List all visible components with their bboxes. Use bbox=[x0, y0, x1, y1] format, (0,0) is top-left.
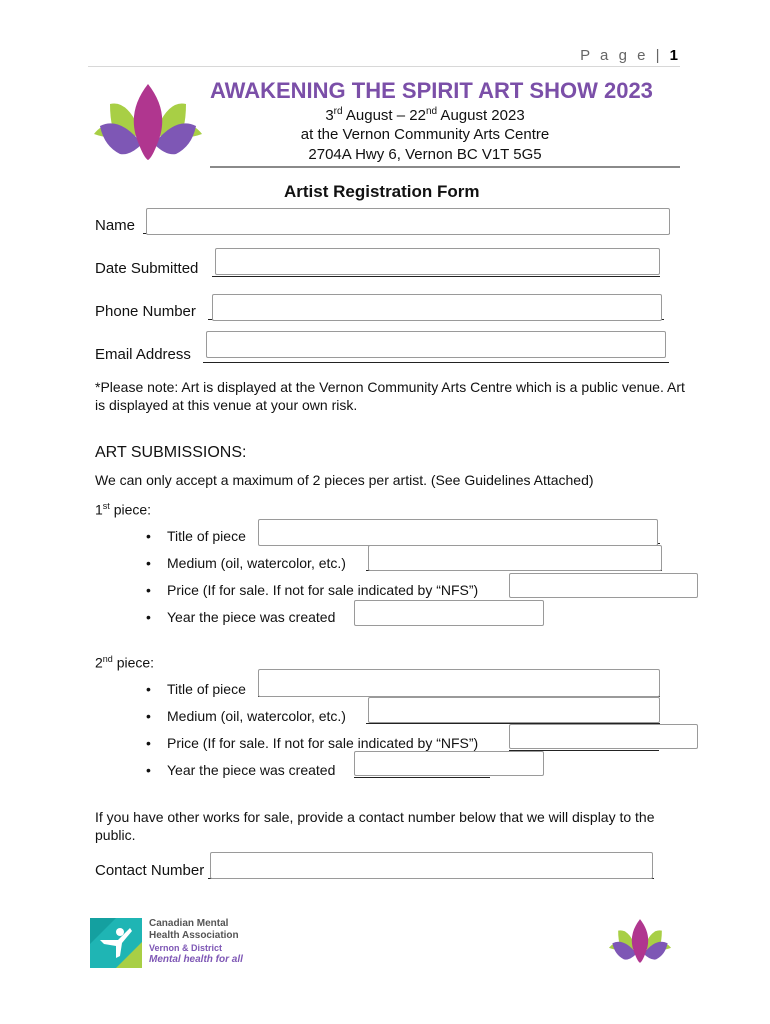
piece1-price-field[interactable] bbox=[509, 573, 698, 598]
piece2-year-label: Year the piece was created bbox=[167, 762, 336, 778]
date-day1: 3 bbox=[325, 107, 334, 124]
phone-field[interactable] bbox=[212, 294, 662, 321]
bullet: • bbox=[146, 762, 151, 778]
art-submissions-heading: ART SUBMISSIONS: bbox=[95, 444, 247, 461]
piece1-title-label: Title of piece bbox=[167, 528, 246, 544]
name-field[interactable] bbox=[146, 208, 670, 235]
cmha-tagline: Mental health for all bbox=[149, 954, 243, 965]
bullet: • bbox=[146, 609, 151, 625]
contact-number-field[interactable] bbox=[210, 852, 653, 879]
cmha-line2: Health Association bbox=[149, 930, 239, 941]
date-sup2: nd bbox=[425, 106, 438, 117]
piece2-suffix: piece: bbox=[112, 654, 155, 671]
bullet: • bbox=[146, 681, 151, 697]
piece2-year-field[interactable] bbox=[354, 751, 544, 776]
header-rule bbox=[210, 166, 680, 168]
event-dates bbox=[230, 106, 620, 124]
piece2-title-label: Title of piece bbox=[167, 681, 246, 697]
page-number-value: 1 bbox=[669, 47, 678, 64]
cmha-line3: Vernon & District bbox=[149, 943, 223, 953]
cmha-line1: Canadian Mental bbox=[149, 918, 229, 929]
piece1-price-label: Price (If for sale. If not for sale indicated by “NFS”) bbox=[167, 582, 479, 598]
date-sup1: rd bbox=[333, 106, 343, 117]
bullet: • bbox=[146, 582, 151, 598]
piece1-year-field[interactable] bbox=[354, 600, 544, 626]
form-title: Artist Registration Form bbox=[284, 182, 480, 201]
piece2-sup: nd bbox=[102, 654, 113, 664]
submissions-intro: We can only accept a maximum of 2 pieces per artist. (See Guidelines Attached) bbox=[95, 472, 594, 488]
email-label: Email Address bbox=[95, 346, 191, 363]
contact-note: If you have other works for sale, provide a contact number below that we will display to the public. bbox=[95, 809, 655, 843]
name-label: Name bbox=[95, 217, 136, 234]
piece2-price-label: Price (If for sale. If not for sale indicated by “NFS”) bbox=[167, 735, 479, 751]
date-underline bbox=[212, 276, 660, 277]
event-venue: at the Vernon Community Arts Centre bbox=[300, 126, 550, 143]
bullet: • bbox=[146, 528, 151, 544]
piece2-price-field[interactable] bbox=[509, 724, 698, 749]
email-field[interactable] bbox=[206, 331, 666, 358]
contact-number-label: Contact Number bbox=[95, 862, 205, 879]
lotus-logo-icon bbox=[86, 82, 210, 162]
piece1-medium-label: Medium (oil, watercolor, etc.) bbox=[167, 555, 346, 571]
piece1-heading bbox=[95, 501, 151, 518]
page-number bbox=[580, 47, 678, 64]
date-submitted-label: Date Submitted bbox=[95, 260, 199, 277]
header-divider bbox=[88, 66, 680, 67]
piece1-title-field[interactable] bbox=[258, 519, 658, 546]
event-address: 2704A Hwy 6, Vernon BC V1T 5G5 bbox=[308, 146, 542, 163]
email-underline bbox=[203, 362, 669, 363]
risk-note: *Please note: Art is displayed at the Vernon Community Arts Centre which is a public venue. Art is displayed at this venue at your own risk. bbox=[95, 379, 685, 413]
page-label: P a g e | bbox=[580, 47, 663, 64]
piece2-year-underline bbox=[354, 777, 490, 778]
piece2-title-field[interactable] bbox=[258, 669, 660, 697]
piece1-year-label: Year the piece was created bbox=[167, 609, 336, 625]
date-mid: August – 22 bbox=[342, 107, 426, 124]
bullet: • bbox=[146, 555, 151, 571]
piece2-medium-field[interactable] bbox=[368, 697, 660, 723]
piece2-num: 2 bbox=[95, 654, 103, 671]
piece1-medium-field[interactable] bbox=[368, 545, 662, 571]
date-end: August 2023 bbox=[437, 107, 525, 124]
cmha-org-text bbox=[149, 918, 243, 966]
event-title: AWAKENING THE SPIRIT ART SHOW 2023 bbox=[210, 78, 653, 103]
piece1-num: 1 bbox=[95, 501, 103, 518]
piece1-suffix: piece: bbox=[109, 501, 152, 518]
piece1-sup: st bbox=[102, 501, 110, 511]
bullet: • bbox=[146, 735, 151, 751]
piece2-medium-label: Medium (oil, watercolor, etc.) bbox=[167, 708, 346, 724]
phone-label: Phone Number bbox=[95, 303, 196, 320]
date-submitted-field[interactable] bbox=[215, 248, 660, 275]
cmha-logo-icon bbox=[90, 918, 142, 968]
bullet: • bbox=[146, 708, 151, 724]
piece2-heading bbox=[95, 654, 154, 671]
lotus-footer-icon bbox=[602, 918, 678, 964]
